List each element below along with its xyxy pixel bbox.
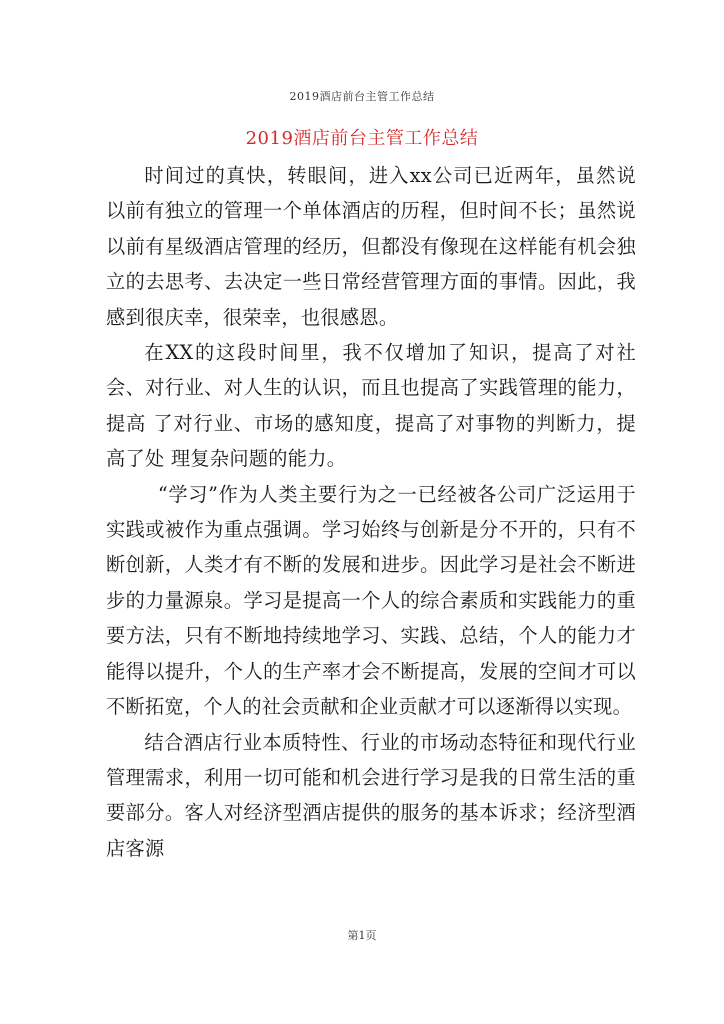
document-body bbox=[106, 158, 636, 866]
paragraph-2: 在XX的这段时间里，我不仅增加了知识，提高了对社会、对行业、对人生的认识，而且也提高了实践管理的能力，提高 了对行业、市场的感知度，提高了对事物的判断力，提高了处 理复杂问题的能力。 bbox=[106, 341, 636, 471]
page-number: 第1页 bbox=[347, 929, 377, 942]
paragraph-3: “学习”作为人类主要行为之一已经被各公司广泛运用于实践或被作为重点强调。学习始终与创新是分不开的，只有不 断创新，人类才有不断的发展和进步。因此学习是社会不断进 步的力量源泉。学习是提高一个人的综合素质和实践能力的重 要方法，只有不断地持续地学习、实践、总结，个人的能力才 能得以提升，个人的生产率才会不断提高，发展的空间才可以 不断拓宽，个人的社会贡献和企业贡献才可以逐渐得以实现。 bbox=[106, 482, 636, 719]
document-title: 2019酒店前台主管工作总结 bbox=[245, 128, 479, 149]
running-header: 2019酒店前台主管工作总结 bbox=[289, 90, 435, 103]
paragraph-1: 时间过的真快，转眼间，进入xx公司已近两年，虽然说 以前有独立的管理一个单体酒店的历程，但时间不长；虽然说 以前有星级酒店管理的经历，但都没有像现在这样能有机会独 立的去思考、去决定一些日常经营管理方面的事情。因此，我 感到很庆幸，很荣幸，也很感恩。 bbox=[106, 164, 636, 329]
paragraph-4: 结合酒店行业本质特性、行业的市场动态特征和现代行业 管理需求，利用一切可能和机会进行学习是我的日常生活的重 要部分。客人对经济型酒店提供的服务的基本诉求；经济型酒 店客源 bbox=[106, 730, 636, 860]
